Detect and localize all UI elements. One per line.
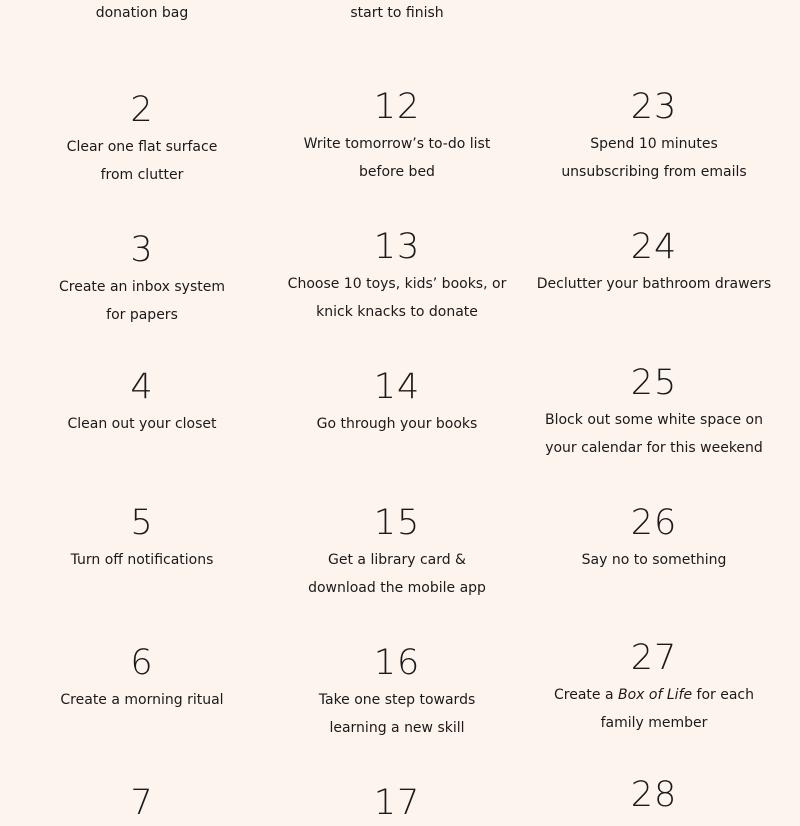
- task-line: knick knacks to donate: [316, 304, 478, 320]
- task-text: [267, 130, 527, 186]
- challenge-item: [524, 503, 784, 574]
- challenge-item: [12, 367, 272, 438]
- challenge-item: [12, 90, 272, 189]
- task-line: Say no to something: [581, 552, 727, 568]
- task-line: Turn off notifications: [70, 552, 214, 568]
- task-text: [524, 130, 784, 186]
- challenge-item: [524, 638, 784, 737]
- task-line: [524, 681, 784, 709]
- task-line: your calendar for this weekend: [545, 440, 763, 456]
- day-number: 7: [130, 783, 154, 823]
- task-line: start to finish: [350, 5, 444, 21]
- challenge-item: [12, 230, 272, 329]
- task-text: [12, 273, 272, 329]
- task-line: donation bag: [95, 5, 189, 21]
- day-number: 13: [373, 227, 421, 267]
- task-text: [524, 546, 784, 574]
- task-line: before bed: [359, 164, 435, 180]
- day-number: 5: [130, 503, 154, 543]
- day-number: 12: [373, 87, 421, 127]
- challenge-item: [267, 87, 527, 186]
- task-line: Block out some white space on: [545, 412, 763, 428]
- italic-term: Box of Life: [617, 687, 693, 703]
- task-text: [267, 410, 527, 438]
- task-line: Go through your books: [316, 416, 478, 432]
- task-line: unsubscribing from emails: [561, 164, 747, 180]
- task-text: [267, 546, 527, 602]
- challenge-item: [12, 783, 272, 826]
- challenge-item: [524, 775, 784, 818]
- task-line: from clutter: [100, 167, 184, 183]
- challenge-item: [524, 363, 784, 462]
- task-text: [12, 0, 272, 27]
- task-text: [267, 0, 527, 27]
- challenge-item: [267, 783, 527, 826]
- task-line: Create a morning ritual: [60, 692, 224, 708]
- day-number: 25: [630, 363, 678, 403]
- day-number: 3: [130, 230, 154, 270]
- task-line: Get a library card &: [328, 552, 466, 568]
- text-segment: Create a: [553, 687, 618, 703]
- day-number: 14: [373, 367, 421, 407]
- task-line: Write tomorrow’s to-do list: [303, 136, 491, 152]
- day-number: 28: [630, 775, 678, 815]
- task-text: [12, 410, 272, 438]
- day-number: 17: [373, 783, 421, 823]
- task-line: Clean out your closet: [67, 416, 217, 432]
- task-text: [267, 270, 527, 326]
- task-line: Clear one flat surface: [66, 139, 218, 155]
- task-text: [524, 406, 784, 462]
- task-line: Create an inbox system: [58, 279, 225, 295]
- day-number: 16: [373, 643, 421, 683]
- challenge-item: [267, 367, 527, 438]
- task-line: Declutter your bathroom drawers: [536, 276, 772, 292]
- day-number: 4: [130, 367, 154, 407]
- challenge-item: [267, 503, 527, 602]
- task-line: family member: [600, 715, 708, 731]
- day-number: 26: [630, 503, 678, 543]
- day-number: 2: [130, 90, 154, 130]
- day-number: 6: [130, 643, 154, 683]
- challenge-item: [12, 0, 272, 27]
- challenge-item: [267, 0, 527, 27]
- day-number: 24: [630, 227, 678, 267]
- day-number: 23: [630, 87, 678, 127]
- text-segment: for each: [692, 687, 754, 703]
- task-text: [524, 681, 784, 737]
- task-text: [12, 686, 272, 714]
- challenge-item: [524, 227, 784, 298]
- task-text: [267, 686, 527, 742]
- challenge-item: [12, 643, 272, 714]
- day-number: 27: [630, 638, 678, 678]
- challenge-item: [524, 87, 784, 186]
- task-line: for papers: [106, 307, 178, 323]
- task-line: Take one step towards: [318, 692, 476, 708]
- challenge-item: [267, 643, 527, 742]
- challenge-item: [267, 227, 527, 326]
- task-line: Spend 10 minutes: [590, 136, 718, 152]
- day-number: 15: [373, 503, 421, 543]
- task-text: [524, 270, 784, 298]
- task-line: download the mobile app: [308, 580, 486, 596]
- challenge-item: [12, 503, 272, 574]
- task-line: learning a new skill: [329, 720, 465, 736]
- task-line: Choose 10 toys, kids’ books, or: [287, 276, 507, 292]
- task-text: [12, 546, 272, 574]
- task-text: [12, 133, 272, 189]
